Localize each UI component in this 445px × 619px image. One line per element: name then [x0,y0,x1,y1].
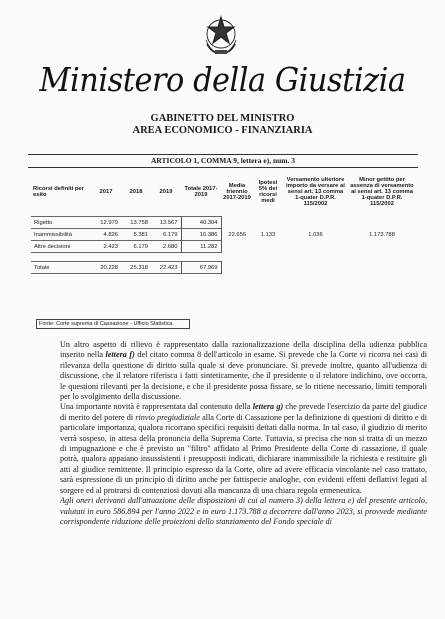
table-row-total: Totale 20.228 25.318 22.423 67.969 [31,262,416,274]
header-2018: 2018 [129,189,143,195]
header-minor-gettito: Minor gettito per assenza di versamento ai sensi art. 13 comma 1-quater D.P.R. 115/2002 [350,177,414,207]
body-text [60,340,427,612]
table-row: Altre decisioni 2.423 6.179 2.680 11.282 [31,241,416,253]
minor-gettito-value: 1.173.788 [369,231,395,238]
ministry-title: Ministero della Giustizia [39,60,406,99]
table-row: Inammissibilità 4.826 5.381 6.179 16.386 [31,229,416,241]
article-reference: ARTICOLO 1, COMMA 9, lettera e), num. 3 [28,154,418,168]
paragraph: Una importante novità è rappresentata dal contenuto della lettera g) che prevede l'esercizio da parte del giudice di merito del potere di rinvio pregiudiziale alla Corte di Cassazione per la definizione di questioni di diritto e di particolare importanza, qualora ricorrano specifici requisiti dettati dalla norma. In tal caso, il giudizio di merito verrà sospeso, in attesa della pronuncia della Suprema Corte. Tuttavia, si precisa che non si tratta di un mezzo di impugnazione e che è previsto un "filtro" affidato al Primo Presidente della Corte di cassazione, il quale potrà, qualora appaiano insussistenti i presupposti indicati, dichiarare inammissibile la richiesta e restituire gli atti al giudice remittente. Il principio espresso da la Corte, oltre ad avere efficacia vincolante nel caso trattato, sarà espressione di un principio di diritto anche per fattispecie analoghe, con evidenti effetti deflattivi legati al sorgere ed al protrarsi di contenziosi dovuti alla mancanza di una chiara regola ermeneutica. [60,402,427,495]
table-source: Fonte: Corte suprema di Cassazione - Ufficio Statistica [36,319,190,329]
header-2017: 2017 [99,189,113,195]
paragraph: Agli oneri derivanti dall'attuazione delle disposizioni di cui al numero 3) della lettera e) del presente articolo, valutati in euro 586.894 per l'anno 2022 e in euro 1.173.788 a decorrere dall'anno 2023, si provvede mediante corrispondente riduzione delle proiezioni dello stanziamento del Fondo speciale di [60,496,427,526]
versamento-value: 1.036 [308,231,323,238]
cabinet-line-2: AREA ECONOMICO - FINANZIARIA [132,125,313,136]
header-totale: Totale 2017-2019 [184,186,218,198]
cabinet-line-1: GABINETTO DEL MINISTRO [150,113,295,124]
header-versamento: Versamento ulteriore importo da versare ai sensi art. 13 comma 1-quater D.P.R. 115/2002 [286,177,345,207]
cabinet-heading [0,113,445,137]
paragraph: Un altro aspetto di rilievo è rappresentato dalla razionalizzazione della disciplina della udienza pubblica inserito nella lettera f) del citato comma 8 dell'articolo in esame. Si prevede che la Corte vi ricorra nei casi di rilevanza della questione di diritto sulla quale si deve pronunciare. Si prevede inoltre, quanto all'udienza di discussione, che il relatore riferisca i fatti sinteticamente, che il presidente o il relatore indichino, ove occorra, le questioni rilevanti per la decisione, e che il presidente possa fissare, se lo ritiene necessario, limiti temporali per lo svolgimento della discussione. [60,340,427,402]
ipotesi-value: 1.133 [260,231,276,238]
data-table [31,176,416,274]
header-2019: 2019 [159,189,173,195]
header-media: Media triennio 2017-2019 [223,183,251,201]
header-ipotesi: Ipotesi 5% dei ricorsi medi [258,180,278,204]
table-header-row [31,176,416,208]
table-row: Rigetto 12.979 13.758 13.567 40.304 22.656 1.133 1.036 1.173.788 [31,217,416,229]
media-value: 22.656 [228,231,247,238]
italian-emblem-icon [202,14,240,56]
header-esito: Ricorsi definiti per esito [33,186,84,198]
